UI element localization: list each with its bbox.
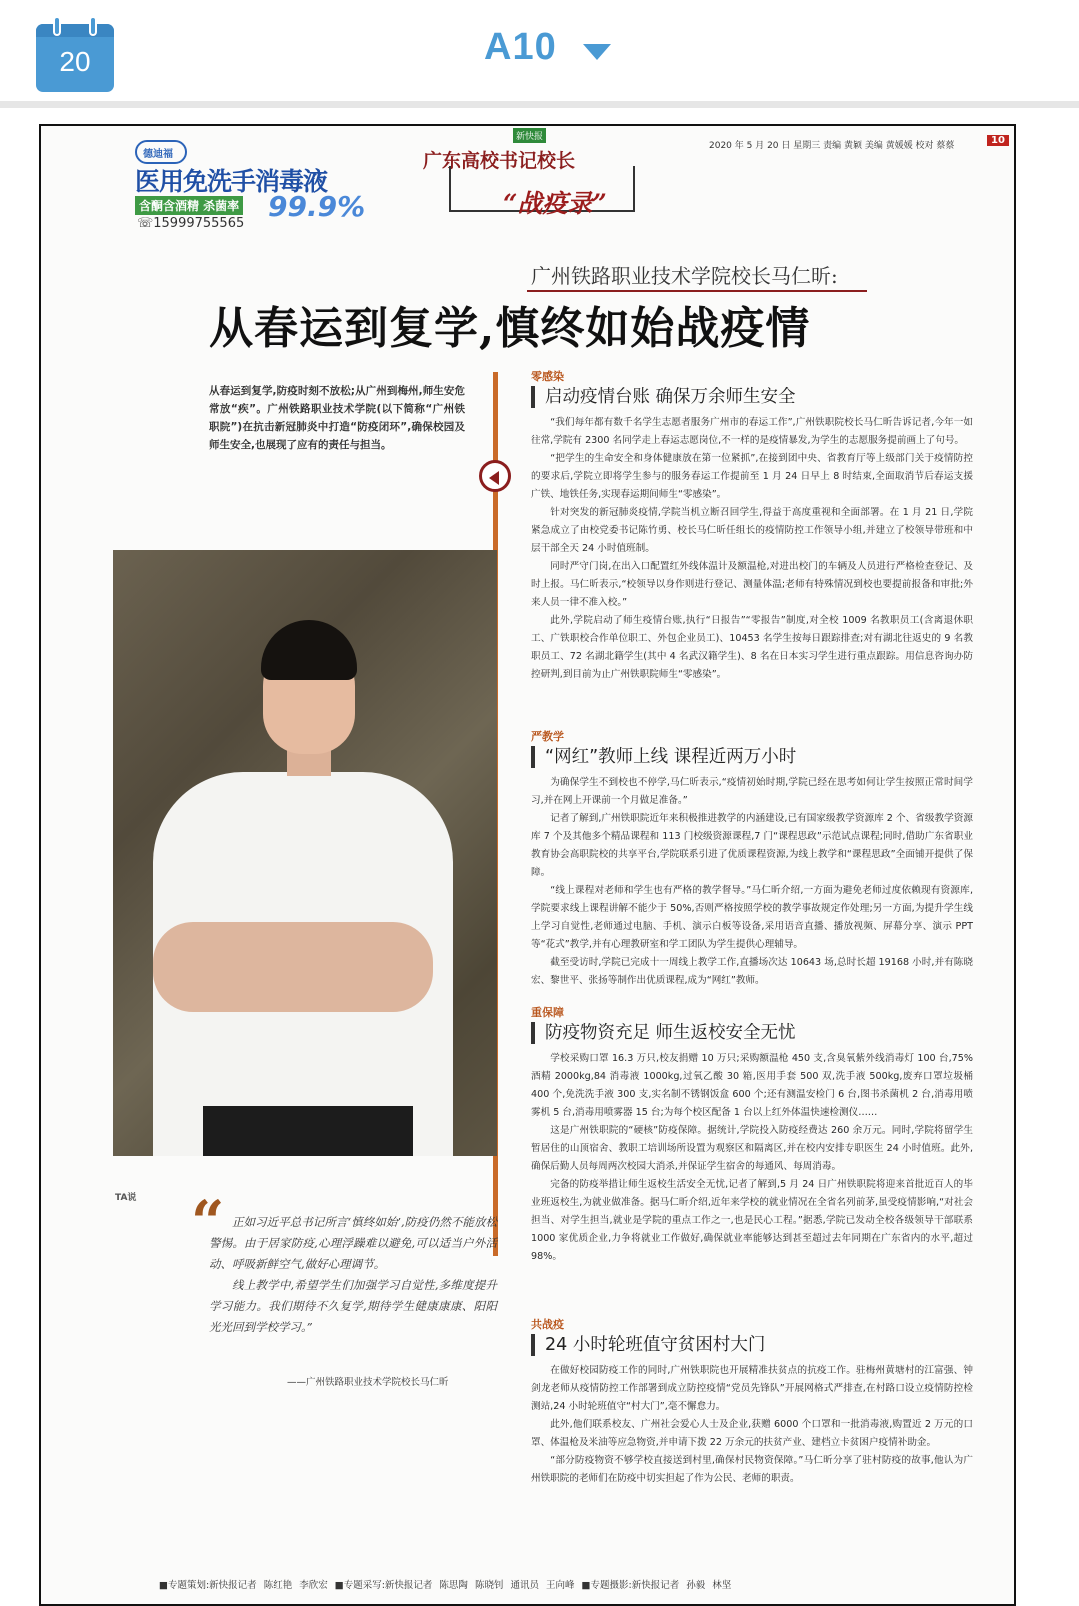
newspaper-page[interactable] — [39, 124, 1016, 1606]
paragraph: 为确保学生不到校也不停学,马仁昕表示,“疫情初始时期,学院已经在思考如何让学生按照正常时间学习,并在网上开课前一个月做足准备。” — [531, 777, 973, 806]
header-divider — [0, 101, 1079, 108]
section-body — [531, 774, 973, 990]
paragraph: 在做好校园防疫工作的同时,广州铁职院也开展精准扶贫点的抗疫工作。驻梅州黄塘村的江富强、钟剑龙老师从疫情防控工作部署到成立防控疫情“党员先锋队”开展网格式严排查,在村路口设立疫情防控检测站,24 小时轮班值守“村大门”,毫不懈怠力。 — [531, 1365, 973, 1412]
article-section — [531, 370, 973, 684]
quote-mark-icon: “ — [191, 1188, 225, 1256]
ad-percent: 99.9% — [268, 190, 366, 223]
ad-brand: 德迪福 — [143, 149, 173, 160]
ad-title: 医用免洗手消毒液 — [135, 167, 328, 196]
quote-paragraph: 线上教学中,希望学生们加强学习自觉性,多维度提升学习能力。我们期待不久复学,期待学生健康康康、阳阳光光回到学校学习。” — [209, 1278, 497, 1334]
section-tag: 零感染 — [531, 370, 564, 383]
dateline: 2020 年 5 月 20 日 星期三 责编 黄颖 美编 黄媛媛 校对 蔡蔡 — [709, 141, 955, 151]
paragraph: 学校采购口罩 16.3 万只,校友捐赠 10 万只;采购额温枪 450 支,含臭氧紫外线消毒灯 100 台,75%酒精 2000kg,84 消毒液 1000kg,过氧乙酸 30 箱,医用手套 500 双,洗手液 500kg,废弃口罩垃圾桶 400 个,免洗洗手液 300 支,实名制不锈钢饭盒 600 个;还有测温安检门 6 台,图书杀菌机 2 台,消毒用喷雾机 5 台,消毒用喷雾器 15 台;为每个校区配备 1 台以上红外体温快速检测仪…… — [531, 1053, 973, 1118]
paragraph: 完备的防疫举措让师生返校生活安全无忧,记者了解到,5 月 24 日广州铁职院将迎来首批近百人的毕业班返校生,为就业做准备。据马仁昕介绍,近年来学校的就业情况在全省名列前茅,虽受疫情影响,“对社会担当、对学生担当,就业是学院的重点工作之一,也是民心工程。”据悉,学院已发动全校各级领导干部联系 1000 家优质企业,力争将就业工作做好,确保就业率能够达到甚至超过去年同期在广东省内的水平,超过 98%。 — [531, 1179, 973, 1262]
quote-paragraph: 正如习近平总书记所言‘慎终如始’,防疫仍然不能放松警惕。由于居家防疫,心理浮躁难以避免,可以适当户外活动、呼吸新鲜空气,做好心理调节。 — [209, 1215, 497, 1271]
ad-phone: ☏15999755565 — [137, 216, 245, 231]
calendar-date-button[interactable] — [36, 16, 114, 92]
paragraph: “部分防疫物资不够学校直接送到村里,确保村民物资保障。”马仁昕分享了驻村防疫的故事,他认为广州铁职院的老师们在防疫中切实担起了作为公民、老师的职责。 — [531, 1455, 973, 1484]
article-lead: 从春运到复学,防疫时刻不放松;从广州到梅州,师生安危常放“疾”。广州铁路职业技术学院(以下简称“广州铁职院”)在抗击新冠肺炎中打造“防疫闭环”,确保校园及师生安全,也展现了应有的责任与担当。 — [209, 385, 465, 451]
page-number-badge: 10 — [987, 135, 1009, 146]
section-tag: 严教学 — [531, 730, 564, 743]
page-selector-label[interactable]: A10 — [484, 26, 557, 68]
sanitizer-advertisement — [135, 138, 366, 231]
calendar-day: 20 — [59, 46, 91, 77]
paragraph: 这是广州铁职院的“硬核”防疫保障。据统计,学院投入防疫经费达 260 余万元。同时,学院将留学生暂居住的山顶宿舍、教职工培训场所设置为观察区和隔离区,并在校内安排专职医生 24 小时值班。此外,确保后勤人员每周两次校园大消杀,并保证学生宿舍的每通风、每周消毒。 — [531, 1125, 973, 1172]
article-kicker: 广州铁路职业技术学院校长马仁昕: — [531, 264, 838, 288]
article-credits: ■专题策划:新快报记者 陈红艳 李欣宏 ■专题采写:新快报记者 陈思陶 陈晓钊 通讯员 王向峰 ■专题摄影:新快报记者 孙毅 林坚 — [159, 1580, 732, 1591]
article-headline: 从春运到复学,慎终如始战疫情 — [209, 303, 811, 354]
paragraph: 此外,学院启动了师生疫情台账,执行“日报告”“零报告”制度,对全校 1009 名教职员工(含离退休职工、广铁职校合作单位职工、外包企业员工)、10453 名学生按每日跟踪排查;对有湖北往返史的 9 名教职员工、72 名湖北籍学生(其中 4 名武汉籍学生)、8 名在日本实习学生进行重点跟踪。用信息咨询办防控研判,到目前为止广州铁职院师生“零感染”。 — [531, 615, 973, 680]
paragraph: “线上课程对老师和学生也有严格的教学督导。”马仁昕介绍,一方面为避免老师过度依赖现有资源库,学院要求线上课程讲解不能少于 50%,否则严格按照学校的教学事故规定作处理;另一方面,为提升学生线上学习自觉性,老师通过电脑、手机、演示白板等设备,采用语音直播、播放视频、屏幕分享、演示 PPT 等“花式”教学,并有心理教研室和学工团队为学生提供心理辅导。 — [531, 885, 973, 950]
ad-tagline: 含酮含酒精 杀菌率 — [135, 196, 243, 215]
ta-says-label: TA说 — [115, 1193, 137, 1203]
pull-quote — [209, 1212, 497, 1338]
portrait-photo — [113, 550, 497, 1156]
paragraph: 此外,他们联系校友、广州社会爱心人士及企业,获赠 6000 个口罩和一批消毒液,购置近 2 万元的口罩、体温枪及米油等应急物资,并申请下拨 22 万余元的扶贫产业、建档立卡贫困户疫情补助金。 — [531, 1419, 973, 1448]
paragraph: 同时严守门岗,在出入口配置红外线体温计及额温枪,对进出校门的车辆及人员进行严格检查登记、及时上报。马仁昕表示,“校领导以身作则进行登记、测量体温;老师有特殊情况到校也要提前报备和审批;外来人员一律不准入校。” — [531, 561, 973, 608]
section-heading: “网红”教师上线 课程近两万小时 — [531, 746, 973, 768]
section-heading: 24 小时轮班值守贫困村大门 — [531, 1334, 973, 1356]
paragraph: “把学生的生命安全和身体健康放在第一位紧抓”,在接到团中央、省教育厅等上级部门关于疫情防控的要求后,学院立即将学生参与的服务春运工作提前至 1 月 24 日早上 8 时结束,全面取消节后春运支援广铁、地铁任务,实现春运期间师生“零感染”。 — [531, 453, 973, 500]
section-body — [531, 414, 973, 684]
article-section — [531, 1318, 973, 1488]
section-heading: 启动疫情台账 确保万余师生安全 — [531, 386, 973, 408]
section-tag: 共战疫 — [531, 1318, 564, 1331]
caret-down-icon[interactable] — [583, 44, 611, 60]
column-tag: 新快报 — [513, 128, 546, 143]
paragraph: 记者了解到,广州铁职院近年来积极推进教学的内涵建设,已有国家级教学资源库 2 个、省级教学资源库 7 个及其他多个精品课程和 113 门校级资源课程,7 门“课程思政”示范试点课程;同时,借助广东省职业教育协会高职院校的共享平台,学院联系引进了优质课程资源,为线上教学和“课程思政”全面铺开提供了保障。 — [531, 813, 973, 878]
article-section — [531, 1006, 973, 1266]
column-title: 广东高校书记校长 — [423, 150, 576, 172]
section-body — [531, 1050, 973, 1266]
section-tag: 重保障 — [531, 1006, 564, 1019]
section-heading: 防疫物资充足 师生返校安全无忧 — [531, 1022, 973, 1044]
section-body — [531, 1362, 973, 1488]
arrow-left-icon[interactable] — [479, 460, 511, 492]
paragraph: “我们每年都有数千名学生志愿者服务广州市的春运工作”,广州铁职院校长马仁昕告诉记者,今年一如往常,学院有 2300 名同学走上春运志愿岗位,不一样的是疫情暴发,为学生的志愿服务提前画上了句号。 — [531, 417, 973, 446]
column-subtitle: “战疫录” — [503, 189, 607, 218]
article-section — [531, 730, 973, 990]
paragraph: 针对突发的新冠肺炎疫情,学院当机立断召回学生,得益于高度重视和全面部署。在 1 月 21 日,学院紧急成立了由校党委书记陈竹勇、校长马仁昕任组长的疫情防控工作领导小组,并建立了校领导带班和中层干部全天 24 小时值班制。 — [531, 507, 973, 554]
paragraph: 截至受访时,学院已完成十一周线上教学工作,直播场次达 10643 场,总时长超 19168 小时,并有陈晓宏、黎世平、张扬等制作出优质课程,成为“网红”教师。 — [531, 957, 973, 986]
app-header — [0, 0, 1079, 102]
quote-source: ——广州铁路职业技术学院校长马仁昕 — [287, 1377, 449, 1388]
